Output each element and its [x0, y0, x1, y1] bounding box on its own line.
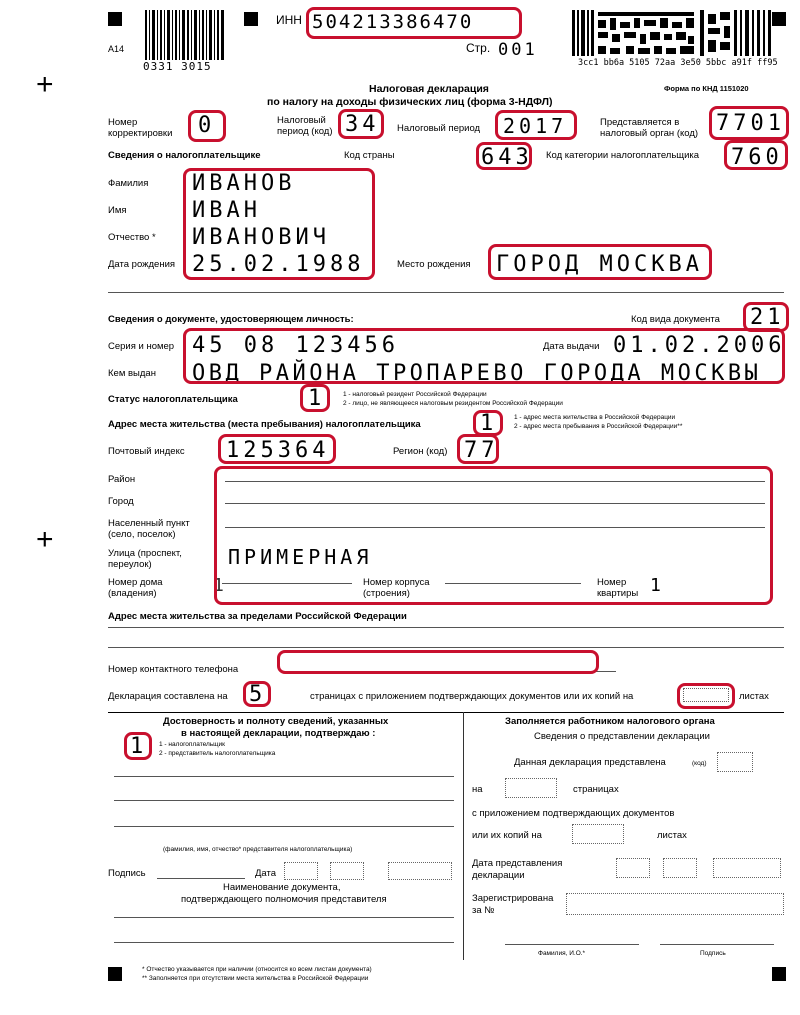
document-highlight [183, 328, 785, 384]
form-code: А14 [108, 44, 125, 54]
taxpayer-section-title: Сведения о налогоплательщике [108, 150, 261, 161]
barcode-number: 0331 3015 [143, 60, 212, 73]
registration-cross-icon: + [36, 68, 54, 101]
street-label-2: переулок) [108, 559, 152, 570]
pages-label: Декларация составлена на [108, 691, 228, 702]
phone-label: Номер контактного телефона [108, 664, 239, 675]
country-label: Код страны [344, 150, 395, 161]
office-subtitle: Сведения о представлении декларации [534, 731, 710, 742]
knd-code: Форма по КНД 1151020 [664, 84, 749, 93]
date-year-cells[interactable] [388, 862, 452, 880]
category-highlight [724, 140, 788, 170]
page-value: 001 [498, 40, 538, 60]
corner-marker [772, 967, 786, 981]
confirm-top-line [108, 712, 784, 713]
period-code-label-1: Налоговый [277, 115, 326, 126]
office-date-year[interactable] [713, 858, 781, 878]
surname-value: ИВАНОВ [192, 171, 296, 196]
region-highlight [457, 434, 499, 464]
pages-highlight [243, 681, 271, 707]
title-line2: по налогу на доходы физических лиц (форма 3-НДФЛ) [267, 96, 553, 108]
registered-label-1: Зарегистрирована [472, 893, 554, 904]
registration-cross-icon: + [36, 523, 54, 556]
office-sign-line [660, 944, 774, 945]
sign-line [157, 878, 245, 879]
pages-suffix: страницах с приложением подтверждающих документов или их копий на [310, 691, 634, 702]
pages-value: 5 [249, 682, 267, 707]
authority-highlight [709, 106, 789, 140]
office-date-day[interactable] [616, 858, 650, 878]
building-label-1: Номер корпуса [363, 577, 430, 588]
issued-by-value: ОВД РАЙОНА ТРОПАРЕВО ГОРОДА МОСКВЫ [192, 361, 762, 386]
category-label: Код категории налогоплательщика [546, 150, 700, 161]
confirm-divider [463, 712, 464, 960]
birthplace-value: ГОРОД МОСКВА [496, 252, 703, 277]
abroad-line-2 [108, 647, 784, 648]
office-sheets-cells[interactable] [572, 824, 624, 844]
date-day-cells[interactable] [284, 862, 318, 880]
period-code-label-2: период (код) [277, 126, 333, 137]
birthplace-highlight [488, 244, 712, 280]
presented-code-cells[interactable] [717, 752, 753, 772]
apartment-value: 1 [650, 575, 665, 596]
date-label: Дата [255, 868, 277, 879]
patronymic-label: Отчество * [108, 232, 156, 243]
building-label-2: (строения) [363, 588, 410, 599]
office-sign-caption: Подпись [700, 950, 726, 957]
abroad-line-1 [108, 627, 784, 628]
sheets-highlight [677, 683, 735, 709]
correction-highlight [188, 110, 226, 142]
phone-highlight[interactable] [277, 650, 599, 674]
sheets-label: листах [739, 691, 769, 702]
name-value: ИВАН [192, 198, 261, 223]
period-code-highlight [338, 109, 384, 139]
office-pages-label: страницах [573, 784, 619, 795]
street-value: ПРИМЕРНАЯ [228, 545, 373, 569]
period-highlight [495, 110, 577, 140]
settlement-label-2: (село, поселок) [108, 529, 176, 540]
corner-marker [108, 967, 122, 981]
address-block-highlight [214, 466, 773, 605]
house-value: 1 [213, 575, 228, 596]
corner-marker [108, 12, 122, 26]
inn-value: 504213386470 [312, 11, 474, 33]
confirm-note-2: 2 - представитель налогоплательщика [159, 750, 276, 757]
region-value: 77 [464, 438, 499, 463]
authority-label-1: Представляется в [600, 117, 680, 128]
footnote-2: ** Заполняется при отсутствии места жительства в Российской Федерации [142, 975, 369, 982]
correction-label-2: корректировки [108, 128, 173, 139]
doc-type-label: Код вида документа [631, 314, 720, 325]
period-value: 2017 [503, 114, 568, 138]
doc-title-2: подтверждающего полномочия представителя [181, 894, 387, 905]
series-label: Серия и номер [108, 341, 175, 352]
category-value: 760 [731, 145, 783, 170]
status-highlight [300, 384, 330, 412]
correction-value: 0 [198, 113, 216, 138]
region-label: Регион (код) [393, 446, 448, 457]
office-fio-caption: Фамилия, И.О.* [538, 950, 586, 957]
doc-type-value: 21 [750, 305, 785, 330]
district-label: Район [108, 474, 136, 485]
fio-line-1 [114, 776, 454, 777]
inn-label: ИНН [276, 13, 302, 27]
sign-label: Подпись [108, 868, 146, 879]
or-copies-label: или их копий на [472, 830, 542, 841]
house-label-1: Номер дома [108, 577, 163, 588]
fio-line-3 [114, 826, 454, 827]
patronymic-value: ИВАНОВИЧ [192, 225, 330, 250]
doc-line-2 [114, 942, 454, 943]
birthplace-label: Место рождения [397, 259, 471, 270]
city-label: Город [108, 496, 134, 507]
office-sheets-label: листах [657, 830, 687, 841]
address-value: 1 [480, 411, 498, 436]
page-label: Стр. [466, 41, 491, 55]
title-line1: Налоговая декларация [369, 83, 489, 95]
office-date-label-2: декларации [472, 870, 525, 881]
corner-marker [244, 12, 258, 26]
confirm-title-2: в настоящей декларации, подтверждаю : [181, 728, 376, 739]
fio-line-2 [114, 800, 454, 801]
taxpayer-highlight [183, 168, 375, 280]
datamatrix-image [572, 10, 772, 56]
house-label-2: (владения) [108, 588, 157, 599]
office-title: Заполняется работником налогового органа [505, 716, 715, 727]
surname-label: Фамилия [108, 178, 149, 189]
country-value: 643 [481, 145, 533, 170]
street-label-1: Улица (проспект, [108, 548, 182, 559]
doc-line-1 [114, 917, 454, 918]
postal-highlight [218, 434, 336, 464]
presented-label: Данная декларация представлена [514, 757, 666, 768]
code-label: (код) [692, 760, 707, 767]
office-date-label-1: Дата представления [472, 858, 563, 869]
birthdate-value: 25.02.1988 [192, 252, 365, 277]
confirm-value: 1 [130, 734, 148, 759]
correction-label-1: Номер [108, 117, 138, 128]
office-fio-line [505, 944, 639, 945]
address-note-2: 2 - адрес места пребывания в Российской Федерации** [514, 423, 683, 430]
postal-label: Почтовый индекс [108, 446, 185, 457]
office-date-month[interactable] [663, 858, 697, 878]
series-value: 45 08 123456 [192, 333, 399, 358]
with-docs-label: с приложением подтверждающих документов [472, 808, 675, 819]
authority-value: 7701 [716, 111, 785, 136]
address-highlight [473, 410, 503, 436]
issue-date-value: 01.02.2006 [613, 333, 786, 358]
period-code-value: 34 [345, 112, 380, 137]
footnote-1: * Отчество указывается при наличии (относится ко всем листам документа) [142, 966, 372, 973]
barcode-image [145, 10, 225, 60]
separator-line [108, 292, 784, 293]
confirm-title-1: Достоверность и полноту сведений, указанных [163, 716, 389, 727]
country-highlight [476, 142, 532, 170]
birthdate-label: Дата рождения [108, 259, 176, 270]
address-note-1: 1 - адрес места жительства в Российской Федерации [514, 414, 676, 421]
abroad-label: Адрес места жительства за пределами Российской Федерации [108, 611, 407, 622]
doc-title-1: Наименование документа, [223, 882, 341, 893]
settlement-label-1: Населенный пункт [108, 518, 190, 529]
on-label: на [472, 784, 483, 795]
issue-date-label: Дата выдачи [543, 341, 600, 352]
datamatrix-text: 3cc1 bb6a 5105 72aa 3e50 5bbc a91f ff95 [578, 58, 778, 68]
status-label: Статус налогоплательщика [108, 394, 238, 405]
issued-by-label: Кем выдан [108, 368, 156, 379]
postal-value: 125364 [226, 438, 330, 463]
apartment-label-2: квартиры [597, 588, 639, 599]
date-month-cells[interactable] [330, 862, 364, 880]
status-value: 1 [308, 386, 326, 411]
period-label: Налоговый период [397, 123, 481, 134]
status-note-1: 1 - налоговый резидент Российской Федерации [343, 391, 487, 398]
authority-label-2: налоговый орган (код) [600, 128, 699, 139]
corner-marker [772, 12, 786, 26]
inn-highlight [306, 7, 522, 39]
registered-number-cells[interactable] [566, 893, 784, 915]
apartment-label-1: Номер [597, 577, 627, 588]
document-section-title: Сведения о документе, удостоверяющем личность: [108, 314, 354, 325]
fio-caption: (фамилия, имя, отчество* представителя налогоплательщика) [163, 846, 353, 853]
confirm-highlight [124, 732, 152, 760]
confirm-note-1: 1 - налогоплательщик [159, 741, 226, 748]
registered-label-2: за № [472, 905, 495, 916]
office-pages-cells[interactable] [505, 778, 557, 798]
status-note-2: 2 - лицо, не являющееся налоговым резидентом Российской Федерации [343, 400, 563, 407]
name-label: Имя [108, 205, 127, 216]
address-label: Адрес места жительства (места пребывания) налогоплательщика [108, 419, 421, 430]
